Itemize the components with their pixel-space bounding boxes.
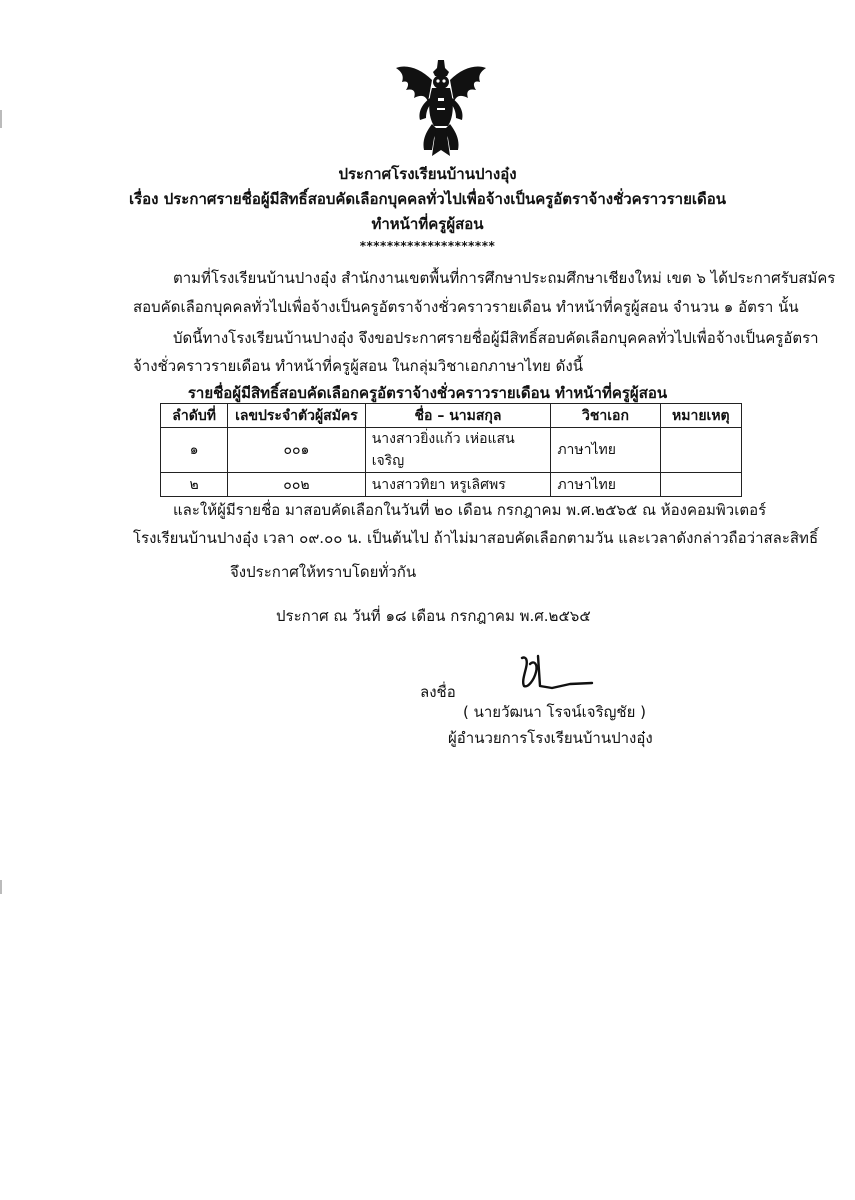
cell-order: ๑	[161, 428, 228, 473]
column-header-name: ชื่อ – นามสกุล	[365, 404, 551, 428]
paragraph-1-line-1: ตามที่โรงเรียนบ้านปางอุ๋ง สำนักงานเขตพื้นที่การศึกษาประถมศึกษาเชียงใหม่ เขต ๖ ได้ประกาศรับสมัคร	[173, 269, 836, 287]
table-row	[161, 428, 742, 473]
separator-line: ********************	[359, 239, 496, 253]
column-header-applicant-id: เลขประจำตัวผู้สมัคร	[228, 404, 365, 428]
cell-applicant-id: ๐๐๒	[228, 473, 365, 497]
candidate-table	[160, 403, 742, 497]
cell-name: นางสาวทิยา หรูเลิศพร	[365, 473, 551, 497]
table-row	[161, 473, 742, 497]
cell-major: ภาษาไทย	[551, 473, 660, 497]
paragraph-2-line-2: จ้างชั่วคราวรายเดือน ทำหน้าที่ครูผู้สอน ในกลุ่มวิชาเอกภาษาไทย ดังนี้	[133, 357, 583, 375]
paragraph-1-line-2: สอบคัดเลือกบุคคลทั่วไปเพื่อจ้างเป็นครูอัตราจ้างชั่วคราวรายเดือน ทำหน้าที่ครูผู้สอน จำนวน ๑ อัตรา นั้น	[133, 298, 799, 316]
announcement-date: ประกาศ ณ วันที่ ๑๘ เดือน กรกฎาคม พ.ศ.๒๕๖๕	[276, 607, 591, 625]
cell-order: ๒	[161, 473, 228, 497]
handwritten-signature	[512, 650, 594, 694]
garuda-emblem-icon	[392, 58, 490, 158]
column-header-major: วิชาเอก	[551, 404, 660, 428]
cell-major: ภาษาไทย	[551, 428, 660, 473]
scan-mark	[0, 880, 2, 894]
announcement-title: ประกาศโรงเรียนบ้านปางอุ๋ง	[338, 165, 517, 183]
cell-name: นางสาวยิ่งแก้ว เห่อแสนเจริญ	[365, 428, 551, 473]
paragraph-3-line-2: โรงเรียนบ้านปางอุ๋ง เวลา ๐๙.๐๐ น. เป็นต้นไป ถ้าไม่มาสอบคัดเลือกตามวัน และเวลาดังกล่าวถือว่าสละสิทธิ์	[133, 529, 819, 547]
cell-applicant-id: ๐๐๑	[228, 428, 365, 473]
cell-remark	[660, 473, 741, 497]
announcement-subject-line2: ทำหน้าที่ครูผู้สอน	[371, 215, 484, 233]
cell-remark	[660, 428, 741, 473]
table-header-row	[161, 404, 742, 428]
signature-label: ลงชื่อ	[420, 683, 456, 701]
signer-name: ( นายวัฒนา โรจน์เจริญชัย )	[463, 703, 647, 721]
paragraph-2-line-1: บัดนี้ทางโรงเรียนบ้านปางอุ๋ง จึงขอประกาศรายชื่อผู้มีสิทธิ์สอบคัดเลือกบุคคลทั่วไปเพื่อจ้างเป็นครูอัตรา	[173, 329, 819, 347]
scan-mark	[0, 110, 2, 128]
announcement-subject: เรื่อง ประกาศรายชื่อผู้มีสิทธิ์สอบคัดเลือกบุคคลทั่วไปเพื่อจ้างเป็นครูอัตราจ้างชั่วคราวรายเดือน	[128, 190, 727, 208]
paragraph-3-line-1: และให้ผู้มีรายชื่อ มาสอบคัดเลือกในวันที่ ๒๐ เดือน กรกฎาคม พ.ศ.๒๕๖๕ ณ ห้องคอมพิวเตอร์	[173, 501, 767, 519]
paragraph-4: จึงประกาศให้ทราบโดยทั่วกัน	[230, 563, 417, 581]
table-title: รายชื่อผู้มีสิทธิ์สอบคัดเลือกครูอัตราจ้างชั่วคราวรายเดือน ทำหน้าที่ครูผู้สอน	[187, 384, 668, 402]
signer-position: ผู้อำนวยการโรงเรียนบ้านปางอุ๋ง	[448, 729, 653, 747]
column-header-remark: หมายเหตุ	[660, 404, 741, 428]
column-header-order: ลำดับที่	[161, 404, 228, 428]
